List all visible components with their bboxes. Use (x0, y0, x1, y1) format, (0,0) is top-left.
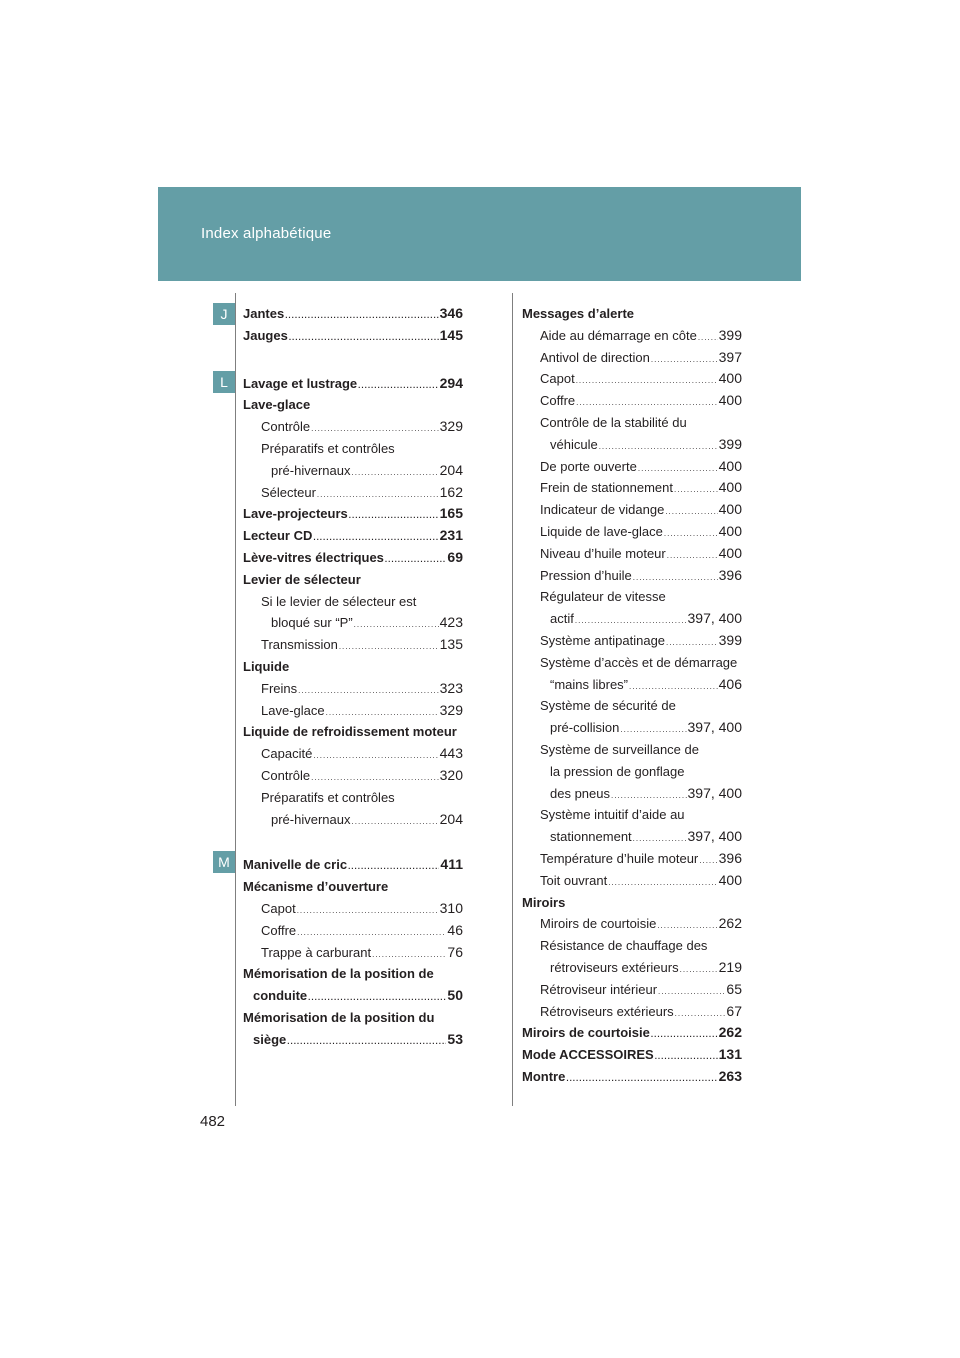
index-subentry[interactable]: Niveau d’huile moteur ..... 400 (522, 543, 742, 565)
index-entry[interactable]: Manivelle de cric ..... 411 (243, 854, 463, 876)
index-heading: Levier de sélecteur (243, 571, 361, 587)
index-heading: Mémorisation de la position du (243, 1009, 435, 1025)
index-entry[interactable]: Montre ..... 263 (522, 1066, 742, 1088)
index-column-left (243, 303, 463, 1051)
index-subentry[interactable]: Lave-glace ..... 329 (243, 700, 463, 722)
column-divider-right (512, 293, 513, 1106)
index-entry[interactable]: siège ..... 53 (243, 1029, 463, 1051)
index-entry[interactable]: Lave-projecteurs ..... 165 (243, 503, 463, 525)
index-subentry[interactable]: des pneus ..... 397, 400 (522, 783, 742, 805)
index-entry[interactable]: Jantes ..... 346 (243, 303, 463, 325)
index-subentry[interactable]: stationnement ..... 397, 400 (522, 826, 742, 848)
index-heading: Messages d’alerte (522, 306, 635, 321)
index-subentry[interactable]: Sélecteur ..... 162 (243, 482, 463, 504)
index-subentry[interactable]: Trappe à carburant ..... 76 (243, 942, 463, 964)
index-subentry[interactable]: Contrôle ..... 329 (243, 416, 463, 438)
index-subheading: Système de sécurité de (540, 698, 676, 714)
index-subentry[interactable]: actif ..... 397, 400 (522, 608, 742, 630)
index-subheading: Si le levier de sélecteur est (261, 593, 417, 609)
index-subheading: Préparatifs et contrôles (261, 789, 395, 805)
index-heading: Liquide (243, 658, 290, 674)
index-entry[interactable]: Miroirs de courtoisie ..... 262 (522, 1022, 742, 1044)
page-number: 482 (200, 1113, 226, 1130)
index-entry[interactable]: Lecteur CD ..... 231 (243, 525, 463, 547)
letter-tab-m: M (213, 851, 235, 873)
index-entry[interactable]: conduite ..... 50 (243, 985, 463, 1007)
index-subentry[interactable]: Miroirs de courtoisie ..... 262 (522, 913, 742, 935)
index-entry[interactable]: Mode ACCESSOIRES ..... 131 (522, 1044, 742, 1066)
index-subentry[interactable]: véhicule ..... 399 (522, 434, 742, 456)
index-subentry[interactable]: Capot ..... 400 (522, 368, 742, 390)
index-subentry[interactable]: Freins ..... 323 (243, 678, 463, 700)
index-column-right (522, 303, 742, 1088)
index-subentry[interactable]: De porte ouverte ..... 400 (522, 456, 742, 478)
index-subentry[interactable]: Coffre ..... 400 (522, 390, 742, 412)
index-subentry[interactable]: Toit ouvrant ..... 400 (522, 870, 742, 892)
index-subheading: Système intuitif d’aide au (540, 807, 685, 823)
index-entry[interactable]: Lavage et lustrage ..... 294 (243, 373, 463, 395)
index-subentry[interactable]: rétroviseurs extérieurs ..... 219 (522, 957, 742, 979)
index-heading: Lave-glace (243, 397, 311, 413)
index-subentry[interactable]: Rétroviseur intérieur ..... 65 (522, 979, 742, 1001)
index-subentry[interactable]: Transmission ..... 135 (243, 634, 463, 656)
index-subentry[interactable]: pré-hivernaux ..... 204 (243, 809, 463, 831)
index-subheading: Système de surveillance de (540, 741, 699, 757)
index-subheading: Système d’accès et de démarrage (540, 654, 738, 670)
index-subentry[interactable]: Système antipatinage ..... 399 (522, 630, 742, 652)
index-subheading: Régulateur de vitesse (540, 589, 666, 605)
index-subentry[interactable]: “mains libres” ..... 406 (522, 674, 742, 696)
index-subheading: Résistance de chauffage des (540, 938, 708, 954)
index-subheading: Préparatifs et contrôles (261, 440, 395, 456)
index-subentry[interactable]: Contrôle ..... 320 (243, 765, 463, 787)
index-subheading: Contrôle de la stabilité du (540, 414, 687, 430)
index-heading: Liquide de refroidissement moteur (243, 724, 457, 740)
column-divider-left (235, 293, 236, 1106)
header-bar (158, 187, 801, 281)
index-entry[interactable]: Lève-vitres électriques ..... 69 (243, 547, 463, 569)
header-title: Index alphabétique (201, 225, 332, 242)
index-heading: Mémorisation de la position de (243, 966, 434, 982)
index-heading: Miroirs (522, 894, 566, 910)
index-subentry[interactable]: Température d’huile moteur ..... 396 (522, 848, 742, 870)
index-subentry[interactable]: pré-collision ..... 397, 400 (522, 717, 742, 739)
index-subentry[interactable]: Liquide de lave-glace ..... 400 (522, 521, 742, 543)
letter-tab-j: J (213, 303, 235, 325)
index-heading: Mécanisme d’ouverture (243, 879, 389, 895)
index-subentry[interactable]: Aide au démarrage en côte ..... 399 (522, 325, 742, 347)
index-subentry[interactable]: bloqué sur “P” ..... 423 (243, 612, 463, 634)
index-entry[interactable]: Jauges ..... 145 (243, 325, 463, 347)
index-subheading: la pression de gonflage (550, 763, 685, 779)
index-subentry[interactable]: Rétroviseurs extérieurs ..... 67 (522, 1001, 742, 1023)
letter-tab-l: L (213, 371, 235, 393)
index-subentry[interactable]: Capacité ..... 443 (243, 743, 463, 765)
index-subentry[interactable]: Capot ..... 310 (243, 898, 463, 920)
index-subentry[interactable]: Pression d’huile ..... 396 (522, 565, 742, 587)
index-subentry[interactable]: Coffre ..... 46 (243, 920, 463, 942)
index-subentry[interactable]: Indicateur de vidange ..... 400 (522, 499, 742, 521)
index-subentry[interactable]: Frein de stationnement ..... 400 (522, 477, 742, 499)
index-subentry[interactable]: Antivol de direction ..... 397 (522, 347, 742, 369)
index-subentry[interactable]: pré-hivernaux ..... 204 (243, 460, 463, 482)
